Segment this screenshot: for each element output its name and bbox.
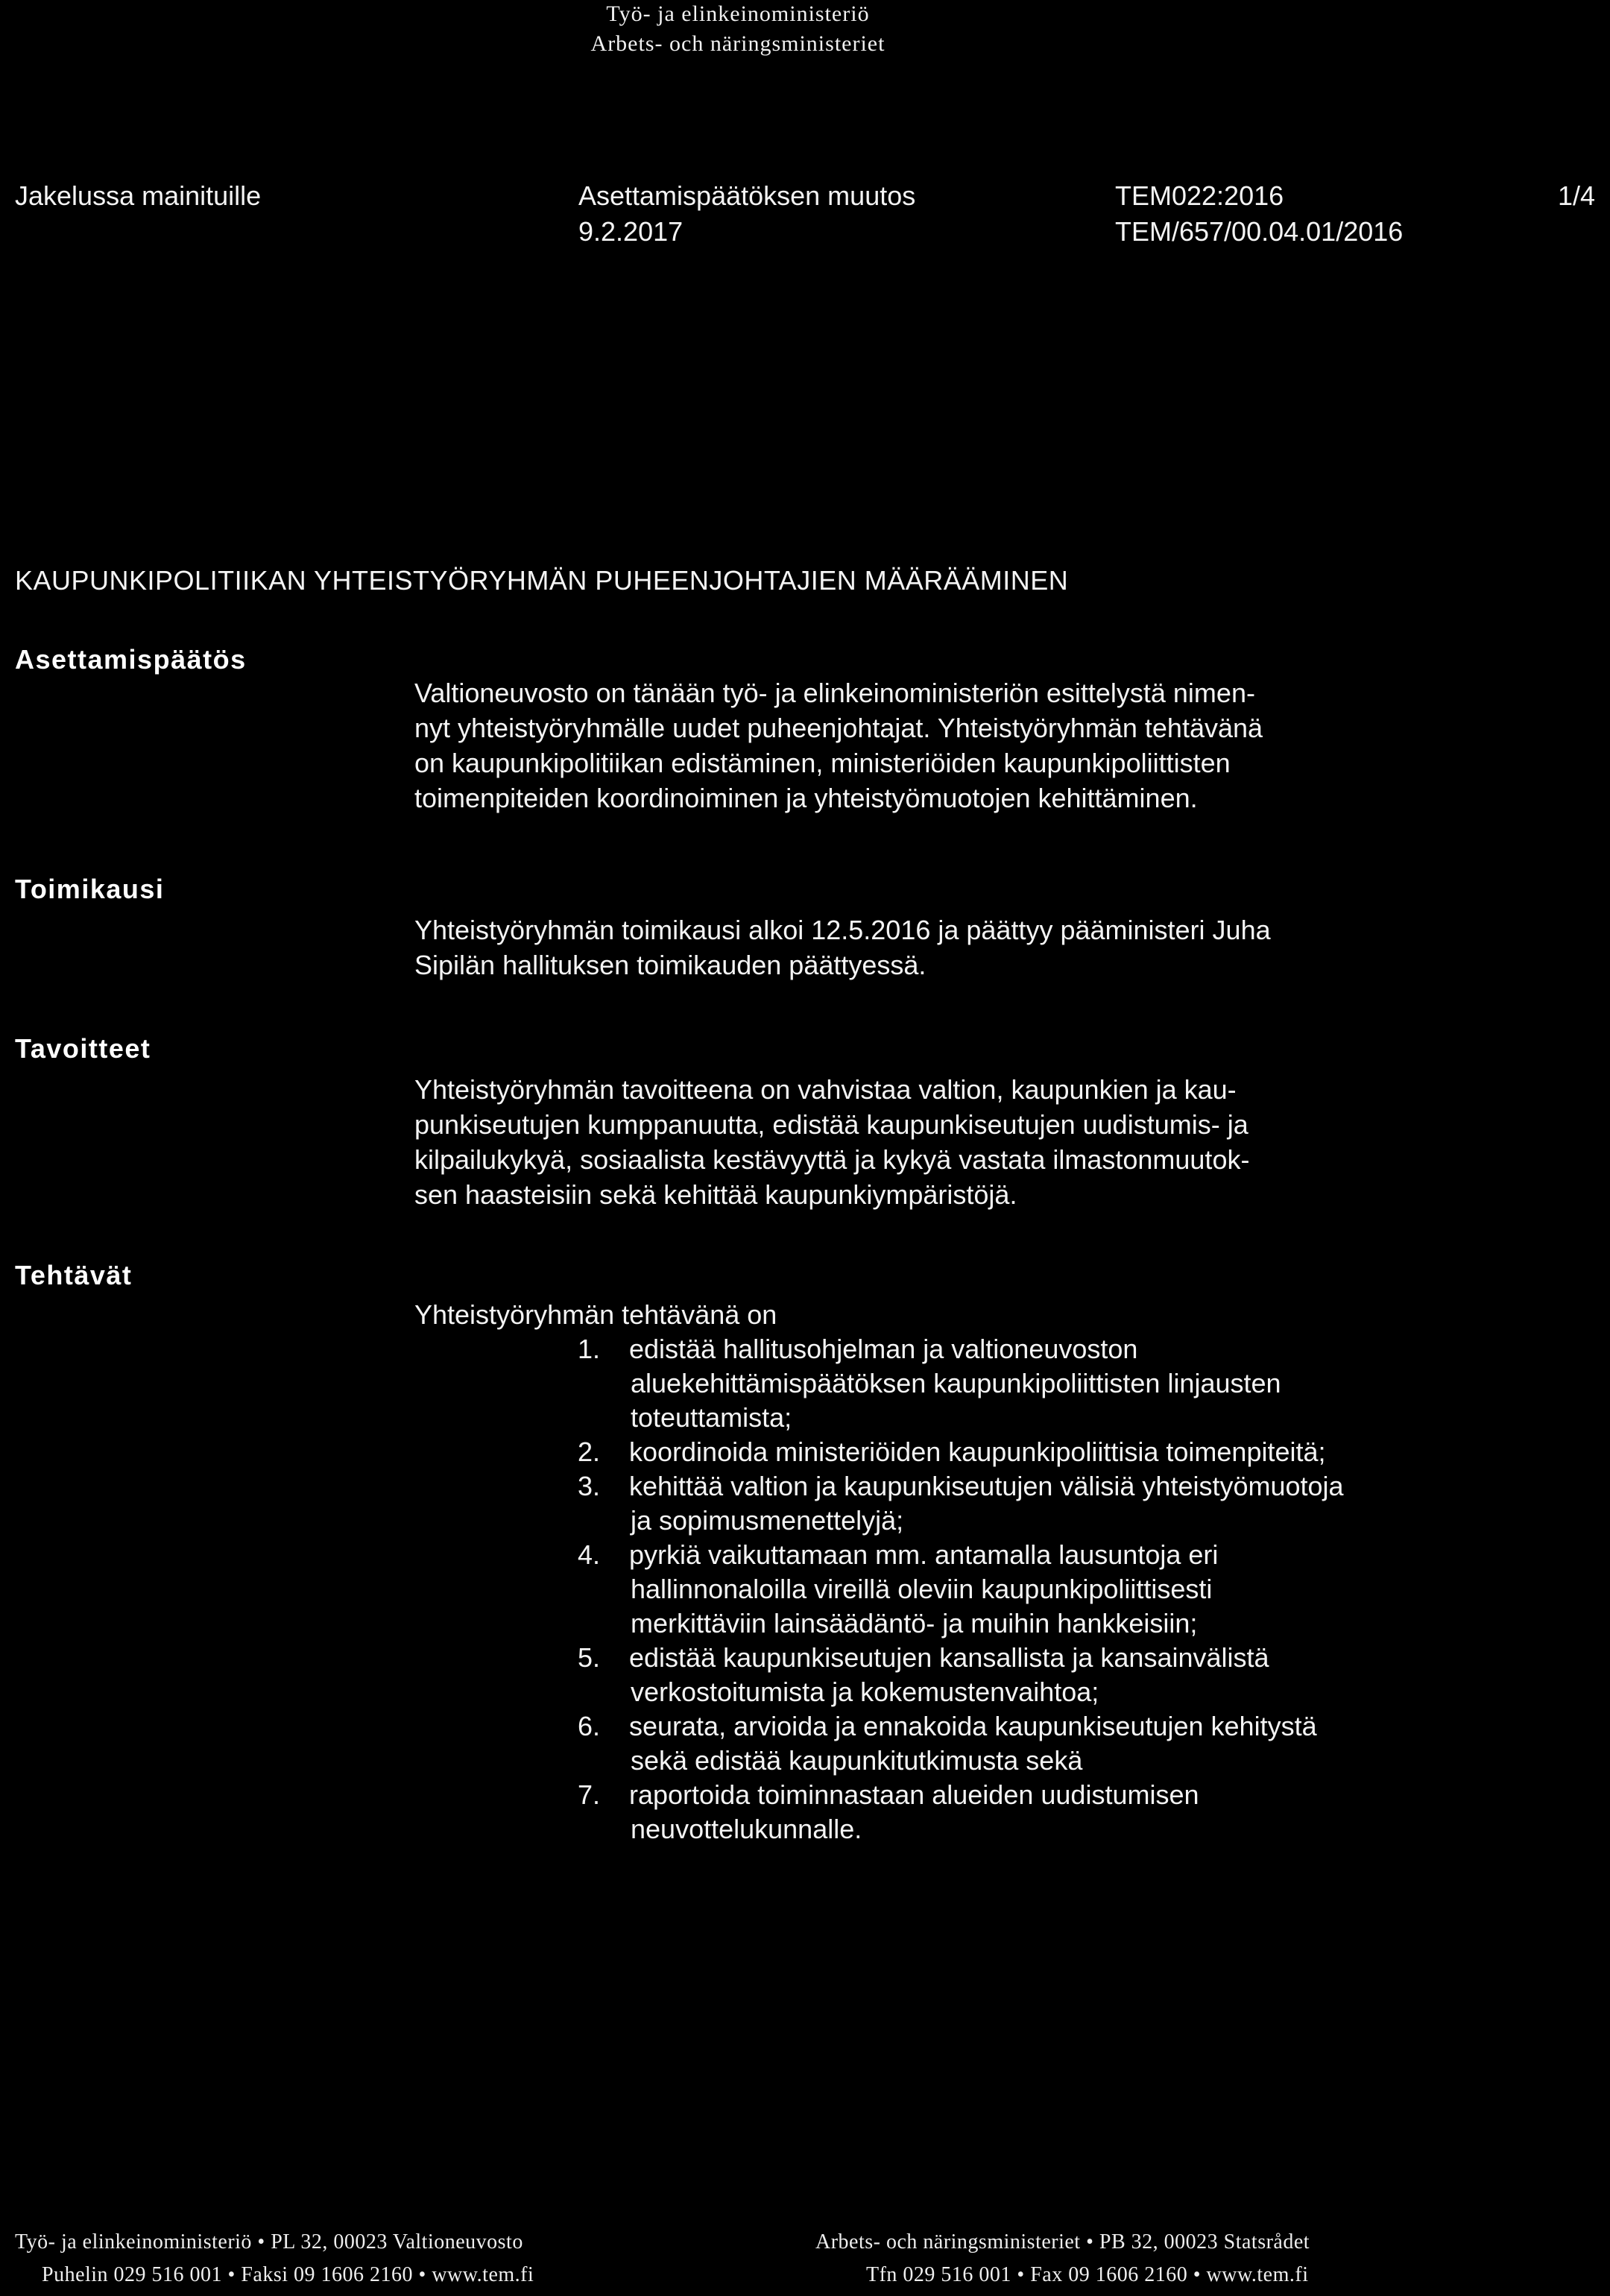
- footer-address-sv: Arbets- och näringsministeriet • PB 32, 00023 Statsrådet: [815, 2230, 1310, 2254]
- section-text-goals: [414, 1072, 1510, 1212]
- record-number: TEM/657/00.04.01/2016: [1115, 216, 1404, 247]
- reference-code: TEM022:2016: [1115, 180, 1284, 211]
- list-item: [414, 1778, 1532, 1846]
- list-item-line: merkittäviin lainsäädäntö- ja muihin hankkeisiin;: [631, 1608, 1198, 1639]
- text-line: nyt yhteistyöryhmälle uudet puheenjohtajat. Yhteistyöryhmän tehtävänä: [414, 713, 1263, 743]
- document-type: Asettamispäätöksen muutos: [578, 180, 916, 211]
- section-label-term: Toimikausi: [15, 874, 165, 904]
- text-line: Yhteistyöryhmän tavoitteena on vahvistaa valtion, kaupunkien ja kau-: [414, 1074, 1237, 1105]
- section-text-term: [414, 912, 1510, 983]
- list-item: [414, 1641, 1532, 1709]
- list-item-line: sekä edistää kaupunkitutkimusta sekä: [631, 1745, 1083, 1776]
- list-item-line: raportoida toiminnastaan alueiden uudistumisen: [629, 1779, 1199, 1810]
- list-item: [414, 1469, 1532, 1538]
- list-item-line: aluekehittämispäätöksen kaupunkipoliittisten linjausten: [631, 1368, 1281, 1398]
- footer-address-fi: Työ- ja elinkeinoministeriö • PL 32, 00023 Valtioneuvosto: [15, 2230, 523, 2254]
- text-line: kilpailukykyä, sosiaalista kestävyyttä ja kykyä vastata ilmastonmuutok-: [414, 1144, 1250, 1175]
- ministry-name-sv: Arbets- och näringsministeriet: [590, 31, 886, 56]
- list-item-line: hallinnonaloilla vireillä oleviin kaupunkipoliittisesti: [631, 1574, 1213, 1604]
- list-item: [414, 1709, 1532, 1778]
- list-item: [414, 1332, 1532, 1435]
- list-item: [414, 1538, 1532, 1641]
- section-label-goals: Tavoitteet: [15, 1033, 151, 1064]
- list-item-number: 5.: [578, 1642, 601, 1673]
- list-item-number: 2.: [578, 1436, 601, 1467]
- footer-contact-sv: Tfn 029 516 001 • Fax 09 1606 2160 • www.tem.fi: [866, 2263, 1309, 2286]
- text-line: Yhteistyöryhmän toimikausi alkoi 12.5.2016 ja päättyy pääministeri Juha: [414, 915, 1271, 945]
- page-number: 1/4: [1558, 180, 1596, 211]
- list-item-number: 3.: [578, 1471, 601, 1501]
- tasks-list: [414, 1298, 1532, 1846]
- text-line: toimenpiteiden koordinoiminen ja yhteistyömuotojen kehittäminen.: [414, 783, 1198, 813]
- section-label-decision: Asettamispäätös: [15, 644, 247, 675]
- footer-contact-fi: Puhelin 029 516 001 • Faksi 09 1606 2160 • www.tem.fi: [42, 2263, 534, 2286]
- list-item-number: 1.: [578, 1334, 601, 1364]
- list-item-line: verkostoitumista ja kokemustenvaihtoa;: [631, 1677, 1099, 1707]
- section-label-tasks: Tehtävät: [15, 1260, 133, 1290]
- text-line: on kaupunkipolitiikan edistäminen, ministeriöiden kaupunkipoliittisten: [414, 748, 1231, 778]
- tasks-intro: Yhteistyöryhmän tehtävänä on: [414, 1299, 777, 1330]
- list-item: [414, 1435, 1532, 1469]
- list-item-number: 4.: [578, 1539, 601, 1570]
- list-item-line: neuvottelukunnalle.: [631, 1814, 862, 1844]
- list-item-line: kehittää valtion ja kaupunkiseutujen välisiä yhteistyömuotoja: [629, 1471, 1344, 1501]
- text-line: Valtioneuvosto on tänään työ- ja elinkeinoministeriön esittelystä nimen-: [414, 678, 1255, 708]
- document-date: 9.2.2017: [578, 216, 684, 247]
- list-item-line: toteuttamista;: [631, 1402, 792, 1433]
- text-line: Sipilän hallituksen toimikauden päättyessä.: [414, 950, 926, 980]
- text-line: sen haasteisiin sekä kehittää kaupunkiympäristöjä.: [414, 1179, 1017, 1210]
- list-item-line: seurata, arvioida ja ennakoida kaupunkiseutujen kehitystä: [629, 1711, 1317, 1741]
- document-title: KAUPUNKIPOLITIIKAN YHTEISTYÖRYHMÄN PUHEENJOHTAJIEN MÄÄRÄÄMINEN: [15, 565, 1069, 596]
- list-item-line: koordinoida ministeriöiden kaupunkipoliittisia toimenpiteitä;: [629, 1436, 1326, 1467]
- list-item-line: pyrkiä vaikuttamaan mm. antamalla lausuntoja eri: [629, 1539, 1219, 1570]
- text-line: punkiseutujen kumppanuutta, edistää kaupunkiseutujen uudistumis- ja: [414, 1109, 1248, 1140]
- list-item-line: edistää kaupunkiseutujen kansallista ja kansainvälistä: [629, 1642, 1269, 1673]
- section-text-decision: [414, 675, 1510, 816]
- list-item-number: 6.: [578, 1711, 601, 1741]
- list-item-number: 7.: [578, 1779, 601, 1810]
- recipient: Jakelussa mainituille: [15, 180, 262, 211]
- list-item-line: edistää hallitusohjelman ja valtioneuvoston: [629, 1334, 1138, 1364]
- ministry-name-fi: Työ- ja elinkeinoministeriö: [606, 1, 870, 26]
- list-item-line: ja sopimusmenettelyjä;: [631, 1505, 904, 1536]
